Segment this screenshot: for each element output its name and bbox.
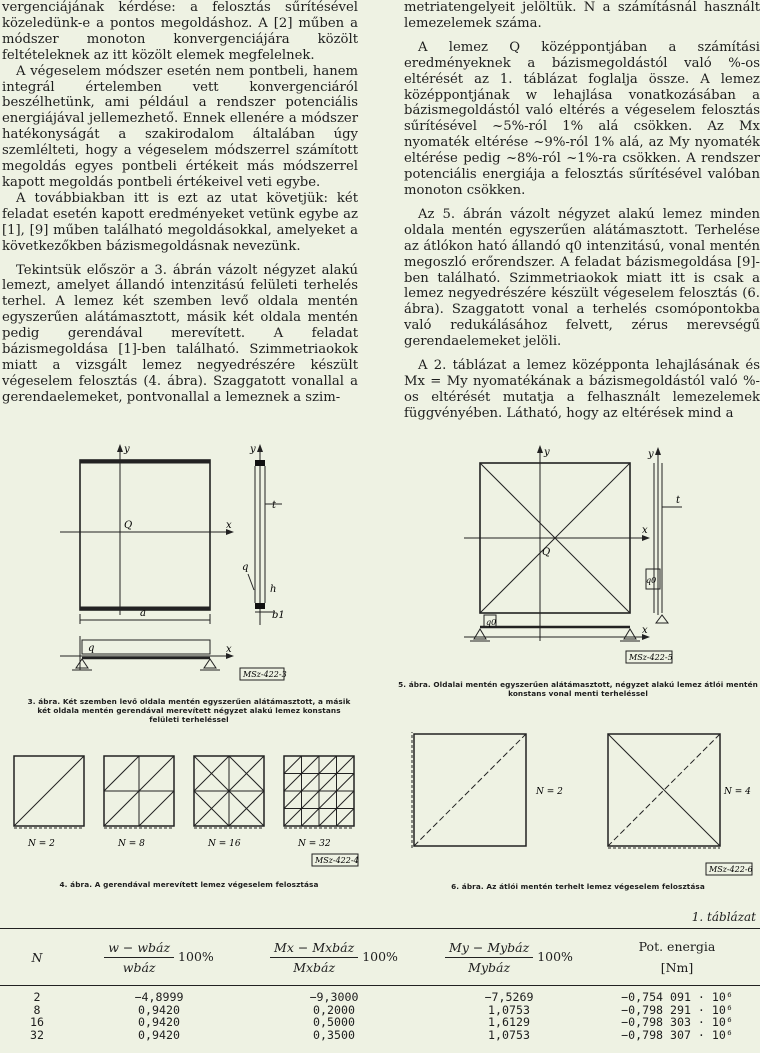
fig6-caption: 6. ábra. Az átlói mentén terhelt lemez végeselem felosztása bbox=[451, 882, 705, 891]
fig5-x-label: x bbox=[642, 525, 648, 536]
paragraph: A 2. táblázat a lemez középponta lehajlásának és Mx = My nyomatékának a bázismegoldástól való %-os eltérését mutatja a felhasznált lemezelemek függvényében. Látható, hogy az eltérések mind a bbox=[404, 358, 760, 421]
table-row: 16 0,9420 0,5000 1,6129 −0,798 303 · 10⁶ bbox=[30, 1015, 733, 1030]
fig5-q-label: Q bbox=[542, 547, 551, 558]
fig5-beam-q: q0 bbox=[486, 618, 497, 627]
fig3-caption: 3. ábra. Két szemben levő oldala mentén egyszerűen alátámasztott, a másik két oldala mentén gerendával merevített négyzet alakú lemez konstans felületi terheléssel bbox=[27, 697, 351, 724]
fig6-label-n2: N = 2 bbox=[536, 787, 563, 797]
figure-5 bbox=[450, 445, 720, 673]
fig6-panel-n2 bbox=[412, 732, 526, 848]
figure-6 bbox=[408, 728, 758, 878]
fig5-t-label: t bbox=[676, 495, 681, 506]
fig3-b-label: b1 bbox=[272, 610, 285, 621]
fig3-t-label: t bbox=[272, 500, 277, 511]
col-header-energy: Pot. energia bbox=[638, 939, 716, 954]
paragraph: Az 5. ábrán vázolt négyzet alakú lemez minden oldala mentén egyszerűen alátámasztott. Terhelése az átlókon ható állandó q0 intenzitású, vonal mentén megoszló erőrendszer. A feladat bázismegoldása [9]-ben található. Szimmetriaokok miatt itt is csak a lemez negyedrészére készült végeselem felosztás (6. ábra). Szaggatott vonal a terhelés csomópontokba való redukálásához felvett, zérus merevségű gerendaelemeket jelöli. bbox=[404, 206, 760, 350]
paragraph: vergenciájának kérdése: a felosztás sűrítésével közeledünk-e a pontos megoldáshoz. A [2] műben a módszer monoton konvergenciájára közölt feltételeknek az itt közölt elemek megfelelnek. bbox=[2, 0, 358, 63]
paragraph: A végeselem módszer esetén nem pontbeli, hanem integrál értelemben vett konvergenciáról beszélhetünk, ami például a rendszer potenciális energiájával jellemezhető. Ennek ellenére a módszer hatékonyságát a szakirodalom általában úgy szemlélteti, hogy a végeselem módszerrel számított megoldás egyes pontbeli értékeit más módszerrel kapott megoldás pontbeli értékeivel veti egybe. bbox=[2, 63, 358, 190]
paragraph: metriatengelyeit jelöltük. N a számításnál használt lemezelemek száma. bbox=[404, 0, 760, 31]
fig3-a-label: a bbox=[140, 608, 146, 619]
fig6-label-n4: N = 4 bbox=[724, 787, 751, 797]
right-text-column bbox=[404, 0, 760, 422]
col-header-w-pct: 100% bbox=[178, 948, 214, 964]
table-row: 32 0,9420 0,3500 1,0753 −0,798 307 · 10⁶ bbox=[30, 1027, 733, 1042]
fig6-tag: MSz-422-6 bbox=[709, 865, 753, 874]
fig6-panel-n4 bbox=[608, 734, 720, 848]
col-header-w-num: w − wbáz bbox=[104, 940, 174, 958]
fig5-side-load: q0 bbox=[646, 576, 657, 585]
fig5-beam-x: x bbox=[642, 625, 648, 636]
fig4-label-n32: N = 32 bbox=[298, 839, 331, 849]
fig4-panel-n8 bbox=[104, 756, 174, 828]
fig5-caption: 5. ábra. Oldalai mentén egyszerűen alátámasztott, négyzet alakú lemez átlói mentén konstans vonal menti terheléssel bbox=[398, 680, 758, 698]
fig3-q-label: Q bbox=[124, 520, 133, 531]
fig4-panel-n32 bbox=[284, 756, 354, 828]
fig3-y-label: y bbox=[124, 444, 130, 455]
fig3-beam-x: x bbox=[226, 644, 232, 655]
figure-4 bbox=[8, 752, 364, 872]
fig4-tag: MSz-422-4 bbox=[315, 856, 359, 865]
col-header-n: N bbox=[31, 949, 43, 965]
fig3-tag: MSz-422-3 bbox=[243, 670, 287, 679]
fig5-y2-label: y bbox=[648, 449, 654, 460]
fig4-caption: 4. ábra. A gerendával merevített lemez végeselem felosztása bbox=[59, 880, 319, 889]
col-header-my-num: My − Mybáz bbox=[445, 940, 533, 958]
fig3-beam-q: q bbox=[88, 643, 95, 654]
fig5-y-label: y bbox=[544, 447, 550, 458]
fig4-panel-n2 bbox=[14, 756, 84, 828]
col-header-mx-pct: 100% bbox=[362, 948, 398, 964]
paragraph: Tekintsük először a 3. ábrán vázolt négyzet alakú lemezt, amelyet állandó intenzitású felületi terhelés terhel. A lemez két szemben levő oldala mentén egyszerűen alátámasztott, másik két oldala mentén pedig gerendával merevített. A feladat bázismegoldása [1]-ben található. Szimmetriaokok miatt a vizsgált lemez negyedrészére készült végeselem felosztás (4. ábra). Szaggatott vonallal a gerendaelemeket, pontvonallal a lemeznek a szim- bbox=[2, 262, 358, 405]
table-row: 2 −4,8999 −9,3000 −7,5269 −0,754 091 · 10⁶ bbox=[33, 990, 733, 1004]
fig3-load-label: q bbox=[242, 562, 249, 573]
paragraph: A továbbiakban itt is ezt az utat követjük: két feladat esetén kapott eredményeket vetünk egybe az [1], [9] műben található megoldásokkal, amelyeket a következőkben bázismegoldásnak nevezünk. bbox=[2, 190, 358, 254]
col-header-my-pct: 100% bbox=[537, 948, 573, 964]
col-header-mx-num: Mx − Mxbáz bbox=[270, 940, 358, 958]
fig4-label-n8: N = 8 bbox=[118, 839, 145, 849]
col-header-my-den: Mybáz bbox=[468, 959, 511, 975]
results-table bbox=[0, 928, 760, 1041]
table-row: 8 0,9420 0,2000 1,0753 −0,798 291 · 10⁶ bbox=[33, 1002, 733, 1017]
fig4-label-n2: N = 2 bbox=[28, 839, 55, 849]
table-label: 1. táblázat bbox=[691, 910, 756, 924]
fig5-tag: MSz-422-5 bbox=[629, 653, 673, 662]
fig3-x-label: x bbox=[226, 520, 232, 531]
fig3-y2-label: y bbox=[250, 444, 256, 455]
fig4-label-n16: N = 16 bbox=[208, 839, 241, 849]
col-header-w-den: wbáz bbox=[122, 959, 156, 975]
col-header-mx-den: Mxbáz bbox=[293, 959, 336, 975]
paragraph: A lemez Q középpontjában a számítási eredményeknek a bázismegoldástól való %-os eltérését az 1. táblázat foglalja össze. A lemez középpontjának w lehajlása vonatkozásában a bázismegoldástól való eltérés a végeselem felosztás sűrítésével ~5%-ról 1% alá csökken. Az Mx nyomaték eltérése ~9%-ról 1% alá, az My nyomaték eltérése pedig ~8%-ról ~1%-ra csökken. A rendszer potenciális energiája a felosztás sűrítésével valóban monoton csökken. bbox=[404, 39, 760, 198]
col-header-energy-unit: [Nm] bbox=[660, 960, 694, 975]
left-text-column bbox=[2, 0, 358, 406]
fig4-panel-n16 bbox=[194, 756, 264, 828]
figure-3 bbox=[20, 440, 290, 692]
fig3-h-label: h bbox=[270, 584, 277, 595]
